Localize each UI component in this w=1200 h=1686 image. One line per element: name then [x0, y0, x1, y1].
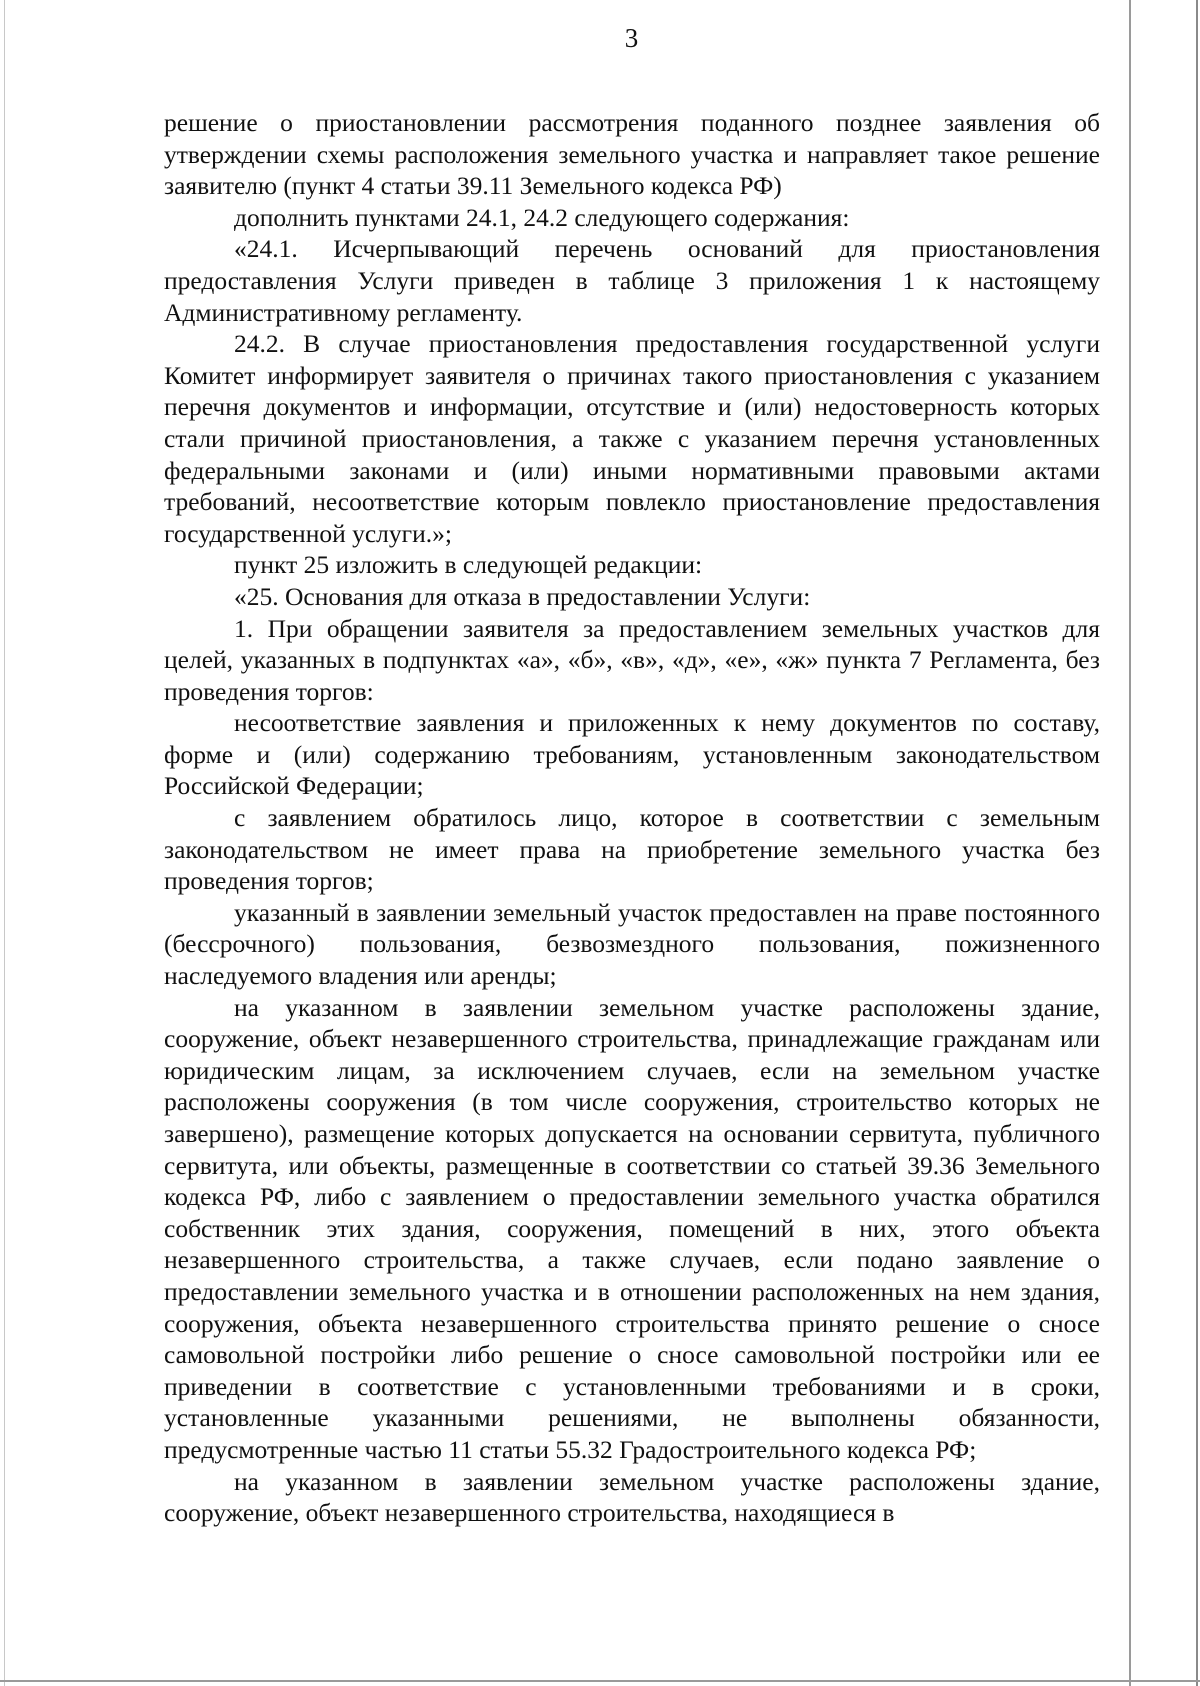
- paragraph-24-1: «24.1. Исчерпывающий перечень оснований для приостановления предоставления Услуги приведен в таблице 3 приложения 1 к настоящему Административному регламенту.: [164, 234, 1100, 327]
- paragraph-amendment-24: дополнить пунктами 24.1, 24.2 следующего содержания:: [234, 202, 850, 232]
- paragraph-24-2: 24.2. В случае приостановления предоставления государственной услуги Комитет информирует заявителя о причинах такого приостановления с указанием перечня документов и информации, отсутствие и (или) недостоверность которых стали причиной приостановления, а также с указанием перечня установленных федеральными законами и (или) иными нормативными правовыми актами требований, несоответствие которым повлекло приостановление предоставления государственной услуги.»;: [164, 329, 1100, 548]
- scan-edge-right: [1129, 0, 1131, 1686]
- paragraph-ground-4: на указанном в заявлении земельном участке расположены здание, сооружение, объект незавершенного строительства, принадлежащие гражданам или юридическим лицам, за исключением случаев, если на земельном участке расположены сооружения (в том числе сооружения, строительство которых не завершено), размещение которых допускается на основании сервитута, публичного сервитута, или объекты, размещенные в соответствии со статьей 39.36 Земельного кодекса РФ, либо с заявлением о предоставлении земельного участка обратился собственник этих здания, сооружения, помещений в них, этого объекта незавершенного строительства, а также случаев, если подано заявление о предоставлении земельного участка и в отношении расположенных на нем здания, сооружения, объекта незавершенного строительства принято решение о сносе самовольной постройки либо решение о сносе самовольной постройки или ее приведении в соответствие с установленными требованиями и в сроки, установленные указанными решениями, не выполнены обязанности, предусмотренные частью 11 статьи 55.32 Градостроительного кодекса РФ;: [164, 992, 1100, 1464]
- paragraph-ground-2: с заявлением обратилось лицо, которое в соответствии с земельным законодательством не имеет права на приобретение земельного участка без проведения торгов;: [164, 803, 1100, 896]
- paragraph-ground-3: указанный в заявлении земельный участок предоставлен на праве постоянного (бессрочного) пользования, безвозмездного пользования, пожизненного наследуемого владения или аренды;: [164, 897, 1100, 991]
- paragraph-ground-1: несоответствие заявления и приложенных к нему документов по составу, форме и (или) содержанию требованиям, установленным законодательством Российской Федерации;: [164, 708, 1100, 801]
- paragraph-ground-5: на указанном в заявлении земельном участке расположены здание, сооружение, объект незавершенного строительства, находящиеся в: [164, 1466, 1100, 1528]
- paragraph-25-1: 1. При обращении заявителя за предоставлением земельных участков для целей, указанных в подпунктах «а», «б», «в», «д», «е», «ж» пункта 7 Регламента, без проведения торгов:: [164, 613, 1100, 706]
- page-number: 3: [624, 23, 639, 53]
- paragraph-25-heading: «25. Основания для отказа в предоставлении Услуги:: [234, 581, 811, 611]
- scan-edge-outer: [1196, 0, 1198, 1686]
- scan-edge-left: [4, 0, 5, 1686]
- scan-edge-bottom: [0, 1680, 1200, 1682]
- paragraph-continuation: решение о приостановлении рассмотрения поданного позднее заявления об утверждении схемы расположения земельного участка и направляет такое решение заявителю (пункт 4 статьи 39.11 Земельного кодекса РФ): [164, 108, 1100, 201]
- paragraph-amendment-25: пункт 25 изложить в следующей редакции:: [234, 550, 703, 580]
- document-body: [164, 107, 1100, 1529]
